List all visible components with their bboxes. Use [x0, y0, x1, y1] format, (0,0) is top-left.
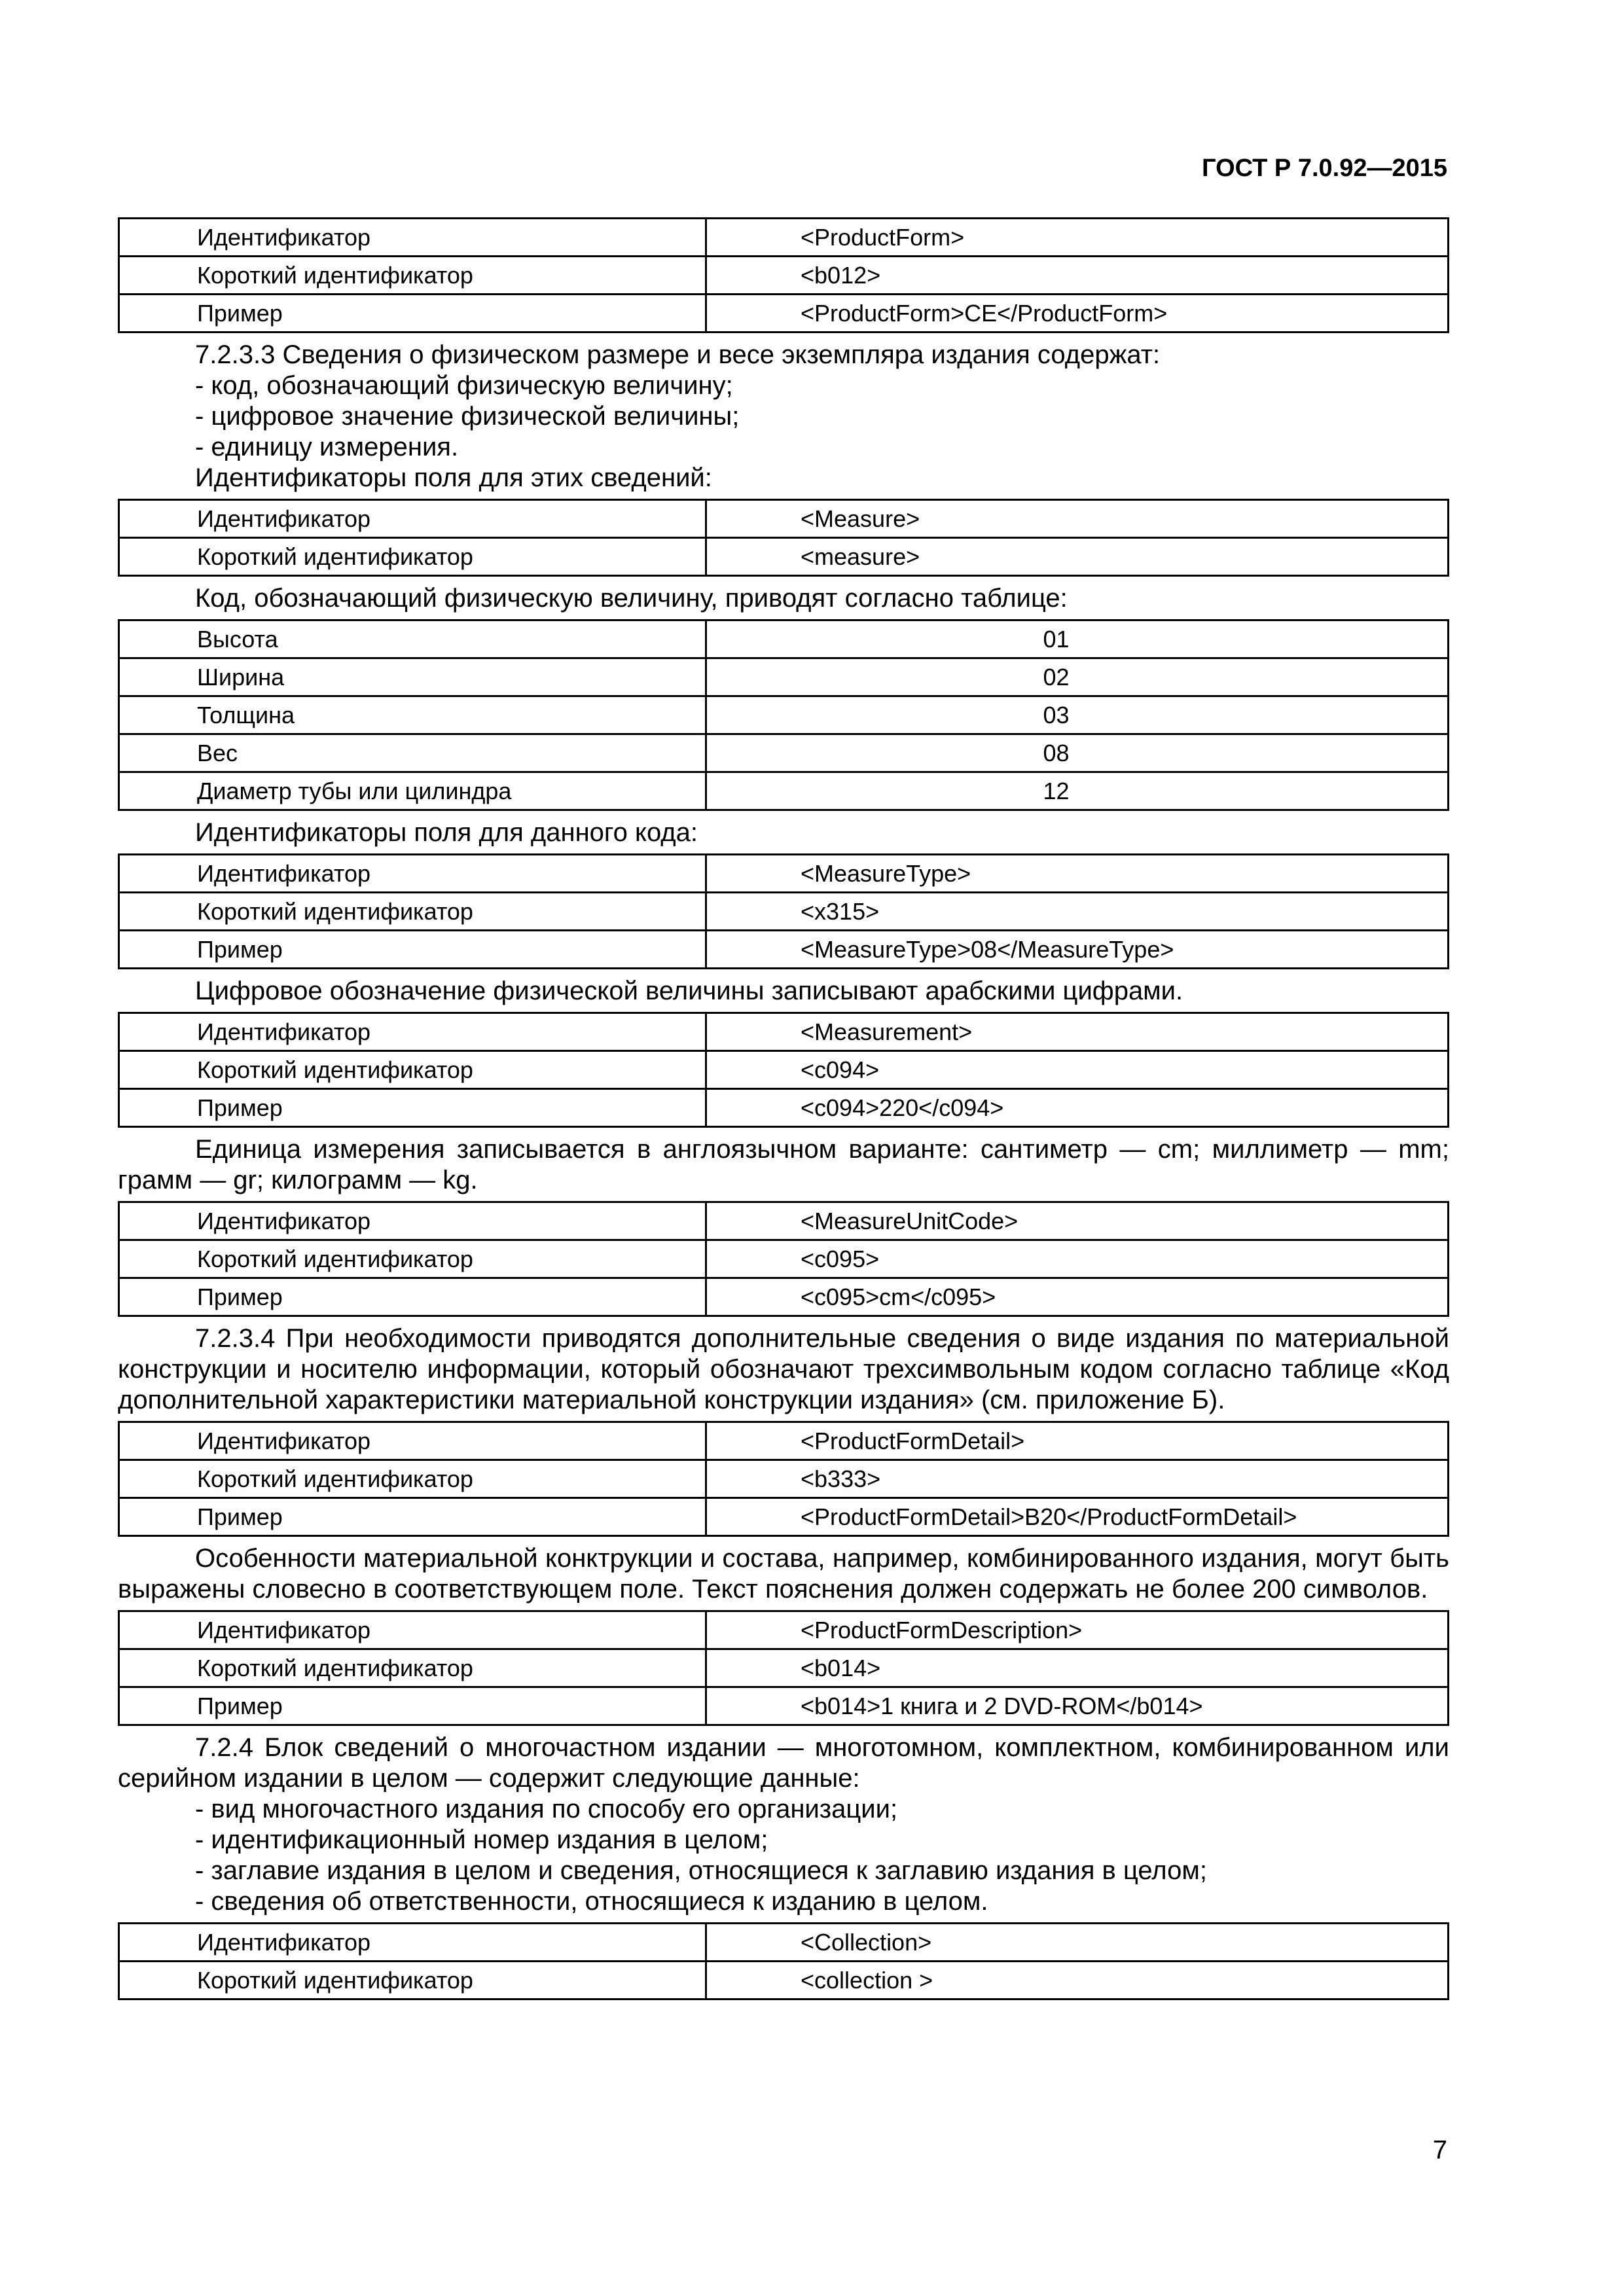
list-item: - идентификационный номер издания в целом; [195, 1825, 768, 1854]
row-value: <measure> [706, 538, 1449, 576]
list-item: - вид многочастного издания по способу его организации; [195, 1795, 898, 1823]
row-label: Короткий идентификатор [119, 1649, 706, 1687]
row-value: <Measure> [706, 500, 1449, 538]
table-row [119, 295, 1449, 332]
table-row [119, 1498, 1449, 1536]
identifier-table-measurement [118, 1012, 1449, 1128]
measure-code-table [118, 619, 1449, 811]
row-value: 01 [1043, 625, 1070, 653]
table-row [119, 620, 1449, 658]
row-value: <c095>cm</c095> [706, 1278, 1449, 1316]
list-item: - единицу измерения. [195, 433, 459, 461]
identifier-table-collection [118, 1922, 1449, 2000]
table-row [119, 893, 1449, 931]
row-value: <c094>220</c094> [706, 1089, 1449, 1127]
row-value: <MeasureUnitCode> [706, 1202, 1449, 1240]
row-label: Высота [119, 620, 706, 658]
table-row [119, 1089, 1449, 1127]
row-label: Ширина [119, 658, 706, 696]
table-row [119, 931, 1449, 969]
row-label: Пример [119, 931, 706, 969]
identifier-table-measure [118, 499, 1449, 577]
row-label: Диаметр тубы или цилиндра [119, 772, 706, 810]
row-value-cell [706, 696, 1449, 734]
row-label: Идентификатор [119, 1422, 706, 1460]
row-label: Короткий идентификатор [119, 1460, 706, 1498]
row-value: <b014> [706, 1649, 1449, 1687]
row-label: Пример [119, 1498, 706, 1536]
section-7-2-4-intro: 7.2.4 Блок сведений о многочастном издании — многотомном, комплектном, комбинированном или серийном издании в целом — содержит следующие данные: [118, 1733, 1449, 1793]
list-item: - заглавие издания в целом и сведения, относящиеся к заглавию издания в целом; [195, 1856, 1207, 1885]
identifier-table-product-form [118, 217, 1449, 333]
table-row [119, 658, 1449, 696]
fields-label: Идентификаторы поля для этих сведений: [195, 463, 712, 492]
row-label: Короткий идентификатор [119, 1240, 706, 1278]
table-row [119, 219, 1449, 257]
row-label: Идентификатор [119, 219, 706, 257]
row-value: 03 [1043, 701, 1070, 728]
row-value: <Collection> [706, 1924, 1449, 1962]
list-item: - сведения об ответственности, относящиеся к изданию в целом. [195, 1887, 988, 1916]
row-label: Вес [119, 734, 706, 772]
table-row [119, 1422, 1449, 1460]
row-value: 08 [1043, 739, 1070, 766]
table-row [119, 1924, 1449, 1962]
list-item: - цифровое значение физической величины; [195, 402, 740, 431]
row-label: Идентификатор [119, 855, 706, 893]
row-label: Короткий идентификатор [119, 1962, 706, 2000]
table-row [119, 1051, 1449, 1089]
row-value: <c095> [706, 1240, 1449, 1278]
row-value: <Measurement> [706, 1013, 1449, 1051]
row-label: Короткий идентификатор [119, 257, 706, 295]
identifier-table-measure-type [118, 853, 1449, 969]
construction-features-text: Особенности материальной конктрукции и состава, например, комбинированного издания, могут быть выражены словесно в соответствующем поле. Текст пояснения должен содержать не более 200 символов. [118, 1544, 1449, 1604]
row-value: <MeasureType>08</MeasureType> [706, 931, 1449, 969]
table-row [119, 1649, 1449, 1687]
table-row [119, 855, 1449, 893]
row-label: Пример [119, 1278, 706, 1316]
list-item: - код, обозначающий физическую величину; [195, 371, 733, 400]
page-number: 7 [1432, 2136, 1447, 2164]
identifier-table-product-form-detail [118, 1421, 1449, 1537]
section-7-2-3-3-intro: 7.2.3.3 Сведения о физическом размере и весе экземпляра издания содержат: [195, 340, 1161, 369]
row-value: <b012> [706, 257, 1449, 295]
row-label: Идентификатор [119, 1013, 706, 1051]
table-row [119, 538, 1449, 576]
row-label: Идентификатор [119, 1611, 706, 1649]
table-row [119, 1611, 1449, 1649]
table-row [119, 257, 1449, 295]
row-value: <collection > [706, 1962, 1449, 2000]
row-value-cell [706, 620, 1449, 658]
page-content [118, 217, 1449, 2000]
row-value: <x315> [706, 893, 1449, 931]
row-value-cell [706, 772, 1449, 810]
numeric-value-text: Цифровое обозначение физической величины записывают арабскими цифрами. [195, 977, 1183, 1005]
row-label: Пример [119, 1089, 706, 1127]
row-value: <ProductFormDescription> [706, 1611, 1449, 1649]
row-value: <ProductFormDetail> [706, 1422, 1449, 1460]
row-value: <b333> [706, 1460, 1449, 1498]
table-row [119, 1962, 1449, 2000]
row-label: Короткий идентификатор [119, 1051, 706, 1089]
row-label: Идентификатор [119, 500, 706, 538]
section-7-2-3-4-text: 7.2.3.4 При необходимости приводятся дополнительные сведения о виде издания по материальной конструкции и носителю информации, который обозначают трехсимвольным кодом согласно таблице «Код дополнительной характеристики материальной конструкции издания» (см. приложение Б). [118, 1324, 1449, 1414]
table-row [119, 696, 1449, 734]
row-value: <ProductForm>CE</ProductForm> [706, 295, 1449, 332]
row-label: Пример [119, 295, 706, 332]
row-label: Толщина [119, 696, 706, 734]
row-value-cell [706, 734, 1449, 772]
code-table-intro: Код, обозначающий физическую величину, приводят согласно таблице: [195, 584, 1068, 613]
measure-unit-text: Единица измерения записывается в англоязычном варианте: сантиметр — cm; миллиметр — mm; грамм — gr; килограмм — kg. [118, 1135, 1449, 1194]
identifier-table-product-form-description [118, 1610, 1449, 1726]
row-label: Короткий идентификатор [119, 538, 706, 576]
table-row [119, 1240, 1449, 1278]
row-label: Идентификатор [119, 1202, 706, 1240]
row-value: <ProductFormDetail>B20</ProductFormDetail> [706, 1498, 1449, 1536]
row-label: Идентификатор [119, 1924, 706, 1962]
table-row [119, 1013, 1449, 1051]
table-row [119, 734, 1449, 772]
row-value: 12 [1043, 777, 1070, 804]
row-value: <c094> [706, 1051, 1449, 1089]
row-label: Короткий идентификатор [119, 893, 706, 931]
table-row [119, 1687, 1449, 1725]
row-value: <ProductForm> [706, 219, 1449, 257]
table-row [119, 1202, 1449, 1240]
row-value: 02 [1043, 663, 1070, 691]
table-row [119, 1278, 1449, 1316]
table-row [119, 1460, 1449, 1498]
identifier-table-measure-unit-code [118, 1201, 1449, 1317]
code-fields-label: Идентификаторы поля для данного кода: [195, 818, 698, 847]
row-label: Пример [119, 1687, 706, 1725]
document-number: ГОСТ Р 7.0.92—2015 [1202, 154, 1447, 182]
table-row [119, 500, 1449, 538]
table-row [119, 772, 1449, 810]
row-value: <b014>1 книга и 2 DVD-ROM</b014> [706, 1687, 1449, 1725]
row-value-cell [706, 658, 1449, 696]
row-value: <MeasureType> [706, 855, 1449, 893]
